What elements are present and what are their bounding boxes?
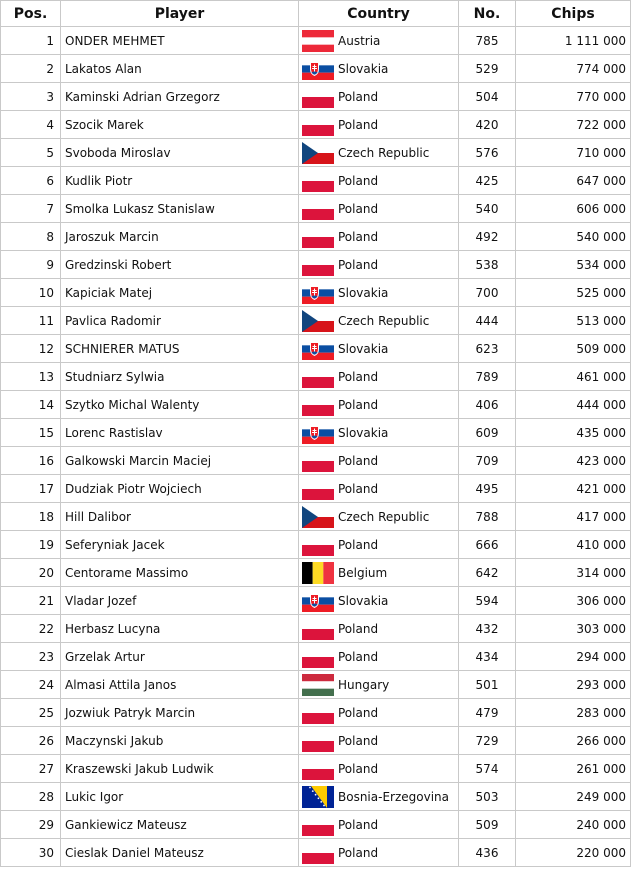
chips-cell: 314 000 bbox=[516, 559, 631, 587]
country-name: Poland bbox=[338, 649, 379, 664]
country-cell bbox=[299, 587, 459, 615]
country-cell bbox=[299, 531, 459, 559]
chips-cell: 722 000 bbox=[516, 111, 631, 139]
country-name: Poland bbox=[338, 733, 379, 748]
country-cell bbox=[299, 419, 459, 447]
chips-cell: 710 000 bbox=[516, 139, 631, 167]
player-number-cell: 574 bbox=[459, 755, 516, 783]
player-number-cell: 623 bbox=[459, 335, 516, 363]
player-number-cell: 501 bbox=[459, 671, 516, 699]
table-row bbox=[1, 195, 631, 223]
country-cell bbox=[299, 335, 459, 363]
player-number-cell: 432 bbox=[459, 615, 516, 643]
austria-flag-icon bbox=[302, 30, 334, 52]
country-name: Slovakia bbox=[338, 593, 389, 608]
czech-flag-icon bbox=[302, 142, 334, 164]
player-number-cell: 594 bbox=[459, 587, 516, 615]
position-cell: 5 bbox=[1, 139, 61, 167]
player-number-cell: 666 bbox=[459, 531, 516, 559]
table-row bbox=[1, 475, 631, 503]
chips-cell: 249 000 bbox=[516, 783, 631, 811]
table-row bbox=[1, 335, 631, 363]
poland-flag-icon bbox=[302, 394, 334, 416]
country-cell bbox=[299, 167, 459, 195]
player-name-cell: Hill Dalibor bbox=[61, 503, 299, 531]
position-cell: 12 bbox=[1, 335, 61, 363]
poland-flag-icon bbox=[302, 702, 334, 724]
country-cell bbox=[299, 559, 459, 587]
country-cell bbox=[299, 83, 459, 111]
country-name: Slovakia bbox=[338, 285, 389, 300]
poland-flag-icon bbox=[302, 114, 334, 136]
player-name-cell: Grzelak Artur bbox=[61, 643, 299, 671]
player-name-cell: Svoboda Miroslav bbox=[61, 139, 299, 167]
poland-flag-icon bbox=[302, 730, 334, 752]
player-number-cell: 436 bbox=[459, 839, 516, 867]
country-name: Poland bbox=[338, 173, 379, 188]
table-row bbox=[1, 727, 631, 755]
column-header-no[interactable]: No. bbox=[459, 1, 516, 27]
table-row bbox=[1, 615, 631, 643]
table-row bbox=[1, 223, 631, 251]
player-number-cell: 729 bbox=[459, 727, 516, 755]
table-row bbox=[1, 531, 631, 559]
country-name: Bosnia-Erzegovina bbox=[338, 789, 449, 804]
slovakia-flag-icon bbox=[302, 58, 334, 80]
country-name: Hungary bbox=[338, 677, 390, 692]
country-cell bbox=[299, 223, 459, 251]
country-cell bbox=[299, 783, 459, 811]
country-name: Poland bbox=[338, 705, 379, 720]
player-number-cell: 538 bbox=[459, 251, 516, 279]
poland-flag-icon bbox=[302, 646, 334, 668]
poland-flag-icon bbox=[302, 170, 334, 192]
poland-flag-icon bbox=[302, 534, 334, 556]
position-cell: 8 bbox=[1, 223, 61, 251]
table-row bbox=[1, 699, 631, 727]
belgium-flag-icon bbox=[302, 562, 334, 584]
player-name-cell: Pavlica Radomir bbox=[61, 307, 299, 335]
country-name: Poland bbox=[338, 481, 379, 496]
position-cell: 28 bbox=[1, 783, 61, 811]
position-cell: 1 bbox=[1, 27, 61, 55]
poland-flag-icon bbox=[302, 478, 334, 500]
table-row bbox=[1, 643, 631, 671]
chips-cell: 525 000 bbox=[516, 279, 631, 307]
country-name: Czech Republic bbox=[338, 145, 430, 160]
chips-cell: 534 000 bbox=[516, 251, 631, 279]
country-name: Poland bbox=[338, 845, 379, 860]
slovakia-flag-icon bbox=[302, 282, 334, 304]
chips-cell: 261 000 bbox=[516, 755, 631, 783]
table-row bbox=[1, 55, 631, 83]
country-name: Poland bbox=[338, 369, 379, 384]
player-name-cell: Lorenc Rastislav bbox=[61, 419, 299, 447]
poland-flag-icon bbox=[302, 814, 334, 836]
table-row bbox=[1, 307, 631, 335]
player-number-cell: 609 bbox=[459, 419, 516, 447]
table-row bbox=[1, 251, 631, 279]
chips-cell: 461 000 bbox=[516, 363, 631, 391]
position-cell: 11 bbox=[1, 307, 61, 335]
country-cell bbox=[299, 111, 459, 139]
position-cell: 15 bbox=[1, 419, 61, 447]
position-cell: 10 bbox=[1, 279, 61, 307]
chips-cell: 509 000 bbox=[516, 335, 631, 363]
country-name: Poland bbox=[338, 397, 379, 412]
position-cell: 18 bbox=[1, 503, 61, 531]
player-number-cell: 406 bbox=[459, 391, 516, 419]
table-row bbox=[1, 139, 631, 167]
chips-cell: 410 000 bbox=[516, 531, 631, 559]
player-number-cell: 788 bbox=[459, 503, 516, 531]
chips-cell: 774 000 bbox=[516, 55, 631, 83]
table-row bbox=[1, 839, 631, 867]
poland-flag-icon bbox=[302, 86, 334, 108]
table-row bbox=[1, 83, 631, 111]
poland-flag-icon bbox=[302, 254, 334, 276]
player-name-cell: Galkowski Marcin Maciej bbox=[61, 447, 299, 475]
player-name-cell: Maczynski Jakub bbox=[61, 727, 299, 755]
position-cell: 29 bbox=[1, 811, 61, 839]
chips-cell: 770 000 bbox=[516, 83, 631, 111]
table-row bbox=[1, 279, 631, 307]
chips-cell: 283 000 bbox=[516, 699, 631, 727]
column-header-pos[interactable]: Pos. bbox=[1, 1, 61, 27]
player-number-cell: 504 bbox=[459, 83, 516, 111]
player-name-cell: Cieslak Daniel Mateusz bbox=[61, 839, 299, 867]
player-name-cell: Kapiciak Matej bbox=[61, 279, 299, 307]
chips-cell: 240 000 bbox=[516, 811, 631, 839]
position-cell: 13 bbox=[1, 363, 61, 391]
player-number-cell: 503 bbox=[459, 783, 516, 811]
player-name-cell: ONDER MEHMET bbox=[61, 27, 299, 55]
chips-cell: 423 000 bbox=[516, 447, 631, 475]
country-name: Poland bbox=[338, 621, 379, 636]
table-row bbox=[1, 27, 631, 55]
country-cell bbox=[299, 699, 459, 727]
bosnia-flag-icon bbox=[302, 786, 334, 808]
player-number-cell: 642 bbox=[459, 559, 516, 587]
chips-cell: 513 000 bbox=[516, 307, 631, 335]
country-cell bbox=[299, 475, 459, 503]
chips-cell: 435 000 bbox=[516, 419, 631, 447]
player-number-cell: 700 bbox=[459, 279, 516, 307]
player-number-cell: 529 bbox=[459, 55, 516, 83]
column-header-player[interactable]: Player bbox=[61, 1, 299, 27]
position-cell: 19 bbox=[1, 531, 61, 559]
country-name: Poland bbox=[338, 201, 379, 216]
position-cell: 27 bbox=[1, 755, 61, 783]
player-number-cell: 495 bbox=[459, 475, 516, 503]
player-name-cell: Jaroszuk Marcin bbox=[61, 223, 299, 251]
chips-cell: 444 000 bbox=[516, 391, 631, 419]
country-cell bbox=[299, 363, 459, 391]
position-cell: 20 bbox=[1, 559, 61, 587]
chips-cell: 293 000 bbox=[516, 671, 631, 699]
player-name-cell: Jozwiuk Patryk Marcin bbox=[61, 699, 299, 727]
country-name: Austria bbox=[338, 33, 381, 48]
player-number-cell: 509 bbox=[459, 811, 516, 839]
country-cell bbox=[299, 307, 459, 335]
table-row bbox=[1, 811, 631, 839]
player-name-cell: Smolka Lukasz Stanislaw bbox=[61, 195, 299, 223]
player-number-cell: 425 bbox=[459, 167, 516, 195]
table-row bbox=[1, 391, 631, 419]
country-cell bbox=[299, 811, 459, 839]
table-row bbox=[1, 587, 631, 615]
player-name-cell: Lakatos Alan bbox=[61, 55, 299, 83]
player-name-cell: Almasi Attila Janos bbox=[61, 671, 299, 699]
position-cell: 23 bbox=[1, 643, 61, 671]
country-name: Poland bbox=[338, 229, 379, 244]
player-name-cell: Dudziak Piotr Wojciech bbox=[61, 475, 299, 503]
czech-flag-icon bbox=[302, 310, 334, 332]
player-number-cell: 709 bbox=[459, 447, 516, 475]
player-name-cell: Centorame Massimo bbox=[61, 559, 299, 587]
table-row bbox=[1, 671, 631, 699]
player-number-cell: 479 bbox=[459, 699, 516, 727]
chips-cell: 647 000 bbox=[516, 167, 631, 195]
position-cell: 16 bbox=[1, 447, 61, 475]
poland-flag-icon bbox=[302, 226, 334, 248]
player-name-cell: Szocik Marek bbox=[61, 111, 299, 139]
chips-cell: 294 000 bbox=[516, 643, 631, 671]
table-row bbox=[1, 167, 631, 195]
country-cell bbox=[299, 27, 459, 55]
country-cell bbox=[299, 755, 459, 783]
table-row bbox=[1, 755, 631, 783]
country-name: Belgium bbox=[338, 565, 388, 580]
country-name: Czech Republic bbox=[338, 313, 430, 328]
table-row bbox=[1, 363, 631, 391]
position-cell: 9 bbox=[1, 251, 61, 279]
country-cell bbox=[299, 447, 459, 475]
country-cell bbox=[299, 391, 459, 419]
position-cell: 3 bbox=[1, 83, 61, 111]
player-name-cell: Vladar Jozef bbox=[61, 587, 299, 615]
position-cell: 25 bbox=[1, 699, 61, 727]
poland-flag-icon bbox=[302, 618, 334, 640]
country-name: Poland bbox=[338, 117, 379, 132]
player-name-cell: Kudlik Piotr bbox=[61, 167, 299, 195]
chips-cell: 540 000 bbox=[516, 223, 631, 251]
czech-flag-icon bbox=[302, 506, 334, 528]
country-name: Czech Republic bbox=[338, 509, 430, 524]
player-name-cell: Kaminski Adrian Grzegorz bbox=[61, 83, 299, 111]
player-number-cell: 576 bbox=[459, 139, 516, 167]
table-row bbox=[1, 503, 631, 531]
country-cell bbox=[299, 195, 459, 223]
player-name-cell: Lukic Igor bbox=[61, 783, 299, 811]
position-cell: 7 bbox=[1, 195, 61, 223]
position-cell: 2 bbox=[1, 55, 61, 83]
player-name-cell: Gankiewicz Mateusz bbox=[61, 811, 299, 839]
player-name-cell: Kraszewski Jakub Ludwik bbox=[61, 755, 299, 783]
poland-flag-icon bbox=[302, 842, 334, 864]
position-cell: 4 bbox=[1, 111, 61, 139]
position-cell: 21 bbox=[1, 587, 61, 615]
country-cell bbox=[299, 503, 459, 531]
player-number-cell: 540 bbox=[459, 195, 516, 223]
chips-cell: 266 000 bbox=[516, 727, 631, 755]
position-cell: 22 bbox=[1, 615, 61, 643]
position-cell: 24 bbox=[1, 671, 61, 699]
slovakia-flag-icon bbox=[302, 590, 334, 612]
country-cell bbox=[299, 139, 459, 167]
country-cell bbox=[299, 839, 459, 867]
player-name-cell: Szytko Michal Walenty bbox=[61, 391, 299, 419]
player-number-cell: 444 bbox=[459, 307, 516, 335]
country-name: Slovakia bbox=[338, 425, 389, 440]
country-cell bbox=[299, 671, 459, 699]
country-name: Poland bbox=[338, 89, 379, 104]
country-name: Poland bbox=[338, 257, 379, 272]
player-name-cell: Gredzinski Robert bbox=[61, 251, 299, 279]
chips-cell: 303 000 bbox=[516, 615, 631, 643]
country-cell bbox=[299, 279, 459, 307]
table-body bbox=[1, 27, 631, 867]
poland-flag-icon bbox=[302, 758, 334, 780]
player-name-cell: Seferyniak Jacek bbox=[61, 531, 299, 559]
player-number-cell: 420 bbox=[459, 111, 516, 139]
column-header-chips[interactable]: Chips bbox=[516, 1, 631, 27]
table-row bbox=[1, 783, 631, 811]
chips-cell: 417 000 bbox=[516, 503, 631, 531]
table-row bbox=[1, 559, 631, 587]
player-number-cell: 434 bbox=[459, 643, 516, 671]
slovakia-flag-icon bbox=[302, 422, 334, 444]
country-name: Poland bbox=[338, 761, 379, 776]
country-cell bbox=[299, 251, 459, 279]
hungary-flag-icon bbox=[302, 674, 334, 696]
country-name: Slovakia bbox=[338, 341, 389, 356]
player-number-cell: 785 bbox=[459, 27, 516, 55]
position-cell: 14 bbox=[1, 391, 61, 419]
table-row bbox=[1, 111, 631, 139]
country-name: Poland bbox=[338, 537, 379, 552]
chips-cell: 306 000 bbox=[516, 587, 631, 615]
position-cell: 30 bbox=[1, 839, 61, 867]
country-cell bbox=[299, 615, 459, 643]
player-name-cell: Studniarz Sylwia bbox=[61, 363, 299, 391]
country-cell bbox=[299, 643, 459, 671]
poland-flag-icon bbox=[302, 366, 334, 388]
chips-cell: 220 000 bbox=[516, 839, 631, 867]
position-cell: 26 bbox=[1, 727, 61, 755]
slovakia-flag-icon bbox=[302, 338, 334, 360]
column-header-country[interactable]: Country bbox=[299, 1, 459, 27]
country-cell bbox=[299, 55, 459, 83]
position-cell: 6 bbox=[1, 167, 61, 195]
player-name-cell: SCHNIERER MATUS bbox=[61, 335, 299, 363]
player-number-cell: 492 bbox=[459, 223, 516, 251]
table-row bbox=[1, 419, 631, 447]
country-cell bbox=[299, 727, 459, 755]
player-name-cell: Herbasz Lucyna bbox=[61, 615, 299, 643]
country-name: Poland bbox=[338, 453, 379, 468]
poland-flag-icon bbox=[302, 198, 334, 220]
chips-cell: 1 111 000 bbox=[516, 27, 631, 55]
country-name: Poland bbox=[338, 817, 379, 832]
header-row bbox=[1, 1, 631, 27]
chips-cell: 606 000 bbox=[516, 195, 631, 223]
position-cell: 17 bbox=[1, 475, 61, 503]
player-number-cell: 789 bbox=[459, 363, 516, 391]
table-row bbox=[1, 447, 631, 475]
country-name: Slovakia bbox=[338, 61, 389, 76]
chips-cell: 421 000 bbox=[516, 475, 631, 503]
poland-flag-icon bbox=[302, 450, 334, 472]
